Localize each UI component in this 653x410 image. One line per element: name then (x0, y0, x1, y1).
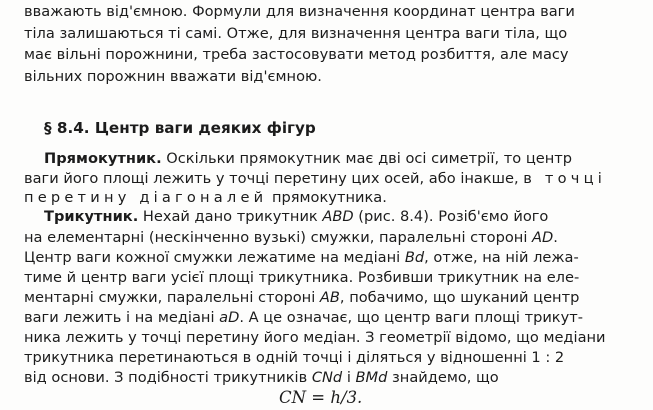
section-title: § 8.4. Центр ваги деяких фігур (44, 119, 316, 137)
triangle-line-9-text-c: знайдемо, що (387, 369, 499, 386)
rectangle-line-3 (24, 189, 387, 207)
triangle-line-1 (44, 208, 548, 226)
rectangle-spaced-text-2: перетину діагоналей (24, 189, 268, 206)
triangle-term: Трикутник. (44, 208, 139, 225)
triangle-line-5-text-a: ментарні смужки, паралельні стороні (24, 289, 320, 306)
var-cnd: CNd (311, 369, 343, 386)
intro-line-1: вважають від'ємною. Формули для визначення координат центра ваги (24, 3, 575, 20)
triangle-line-3 (24, 249, 579, 267)
triangle-line-9-text-b: і (342, 369, 356, 386)
rectangle-line-2-text: ваги його площі лежить у точці перетину цих осей, або інакше, (24, 170, 524, 187)
rectangle-line-3-text: прямокутника. (267, 189, 387, 206)
triangle-line-6-text-b: . А це означає, що центр ваги площі трикут- (239, 309, 584, 326)
triangle-line-2 (24, 229, 558, 247)
rectangle-line-1-text: Оскільки прямокутник має дві осі симетрії, то центр (161, 150, 573, 167)
triangle-line-5 (24, 289, 579, 307)
intro-line-3: має вільні порожнини, треба застосовувати метод розбиття, але масу (24, 46, 569, 63)
triangle-line-7: ника лежить у точці перетину його медіан. З геометрії відомо, що медіани (24, 329, 606, 346)
triangle-line-9-text-a: від основи. З подібності трикутників (24, 369, 312, 386)
triangle-line-6-text-a: ваги лежить і на медіані (24, 309, 220, 326)
formula-cn: CN = h/3. (279, 388, 363, 407)
triangle-line-1-text-b: (рис. 8.4). Розіб'ємо його (353, 208, 549, 225)
var-ad: AD (532, 229, 554, 246)
rectangle-term: Прямокутник. (44, 150, 162, 167)
var-bmd: BMd (355, 369, 388, 386)
triangle-line-5-text-b: , побачимо, що шуканий центр (339, 289, 580, 306)
triangle-line-9 (24, 369, 499, 387)
triangle-line-2-text-a: на елементарні (нескінченно вузькі) смужки, паралельні стороні (24, 229, 533, 246)
triangle-line-2-text-b: . (553, 229, 558, 246)
var-abd: ABD (322, 208, 354, 225)
intro-line-4: вільних порожнин вважати від'ємною. (24, 68, 322, 85)
triangle-line-1-text-a: Нехай дано трикутник (138, 208, 323, 225)
var-bd: Bd (404, 249, 425, 266)
triangle-line-4: тиме й центр ваги усієї площі трикутника. Розбивши трикутник на еле- (24, 269, 580, 286)
triangle-line-3-text-b: , отже, на ній лежа- (424, 249, 579, 266)
intro-line-2: тіла залишаються ті самі. Отже, для визначення центра ваги тіла, що (24, 25, 568, 42)
triangle-line-3-text-a: Центр ваги кожної смужки лежатиме на медіані (24, 249, 405, 266)
rectangle-line-1 (44, 150, 572, 168)
rectangle-spaced-text-1: в точці (523, 170, 606, 187)
var-ab: AB (319, 289, 340, 306)
rectangle-line-2 (24, 170, 606, 188)
var-ad-lower: aD (219, 309, 240, 326)
triangle-line-8: трикутника перетинаються в одній точці і діляться у відношенні 1 : 2 (24, 349, 565, 366)
triangle-line-6 (24, 309, 583, 327)
